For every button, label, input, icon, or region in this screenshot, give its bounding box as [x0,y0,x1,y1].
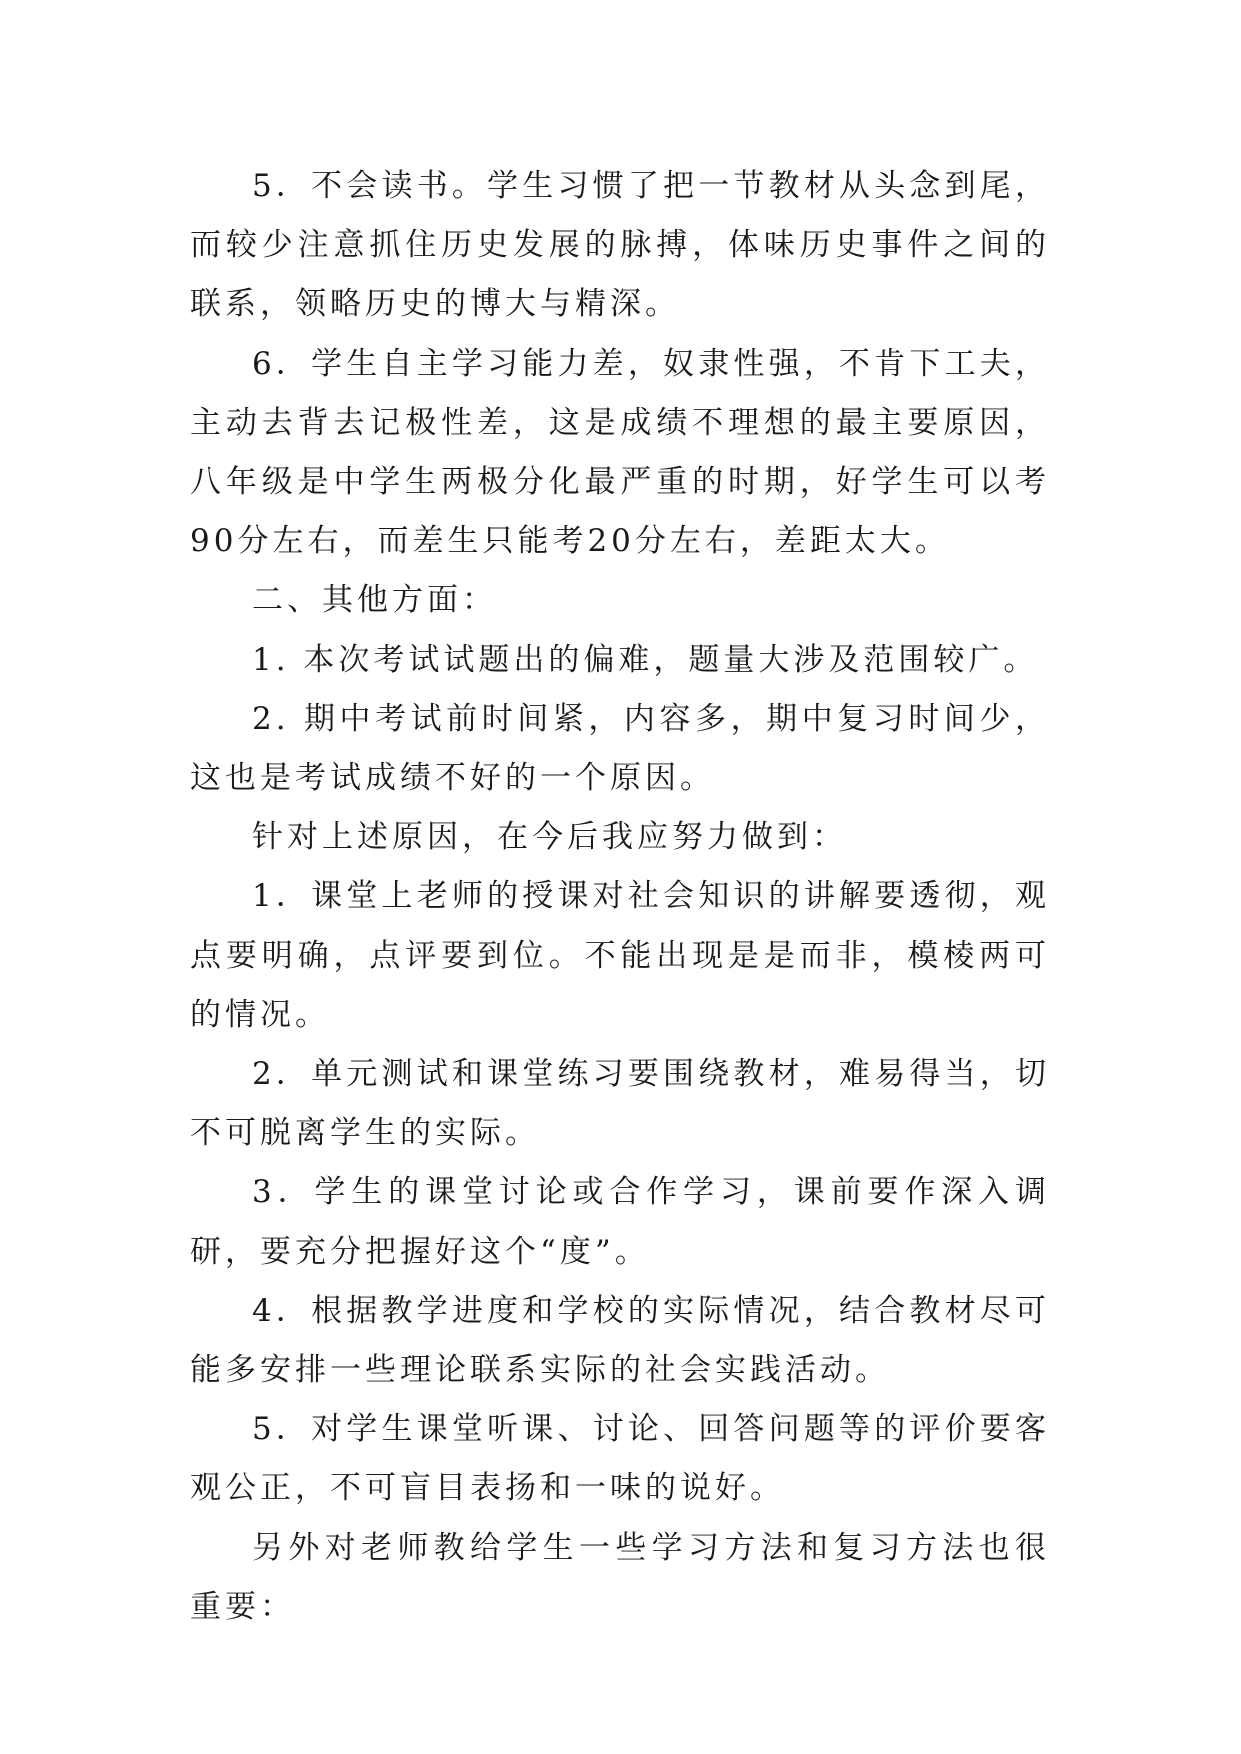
paragraph-item-5-reading: 5．不会读书。学生习惯了把一节教材从头念到尾，而较少注意抓住历史发展的脉搏，体味历史事件之间的联系，领略历史的博大与精深。 [190,168,1050,323]
paragraph-measure-3: 3．学生的课堂讨论或合作学习，课前要作深入调研，要充分把握好这个“度”。 [190,1174,1050,1270]
paragraph-other-2: 2. 期中考试前时间紧，内容多，期中复习时间少，这也是考试成绩不好的一个原因。 [190,700,1050,797]
paragraph-measure-5: 5．对学生课堂听课、讨论、回答问题等的评价要客观公正，不可盲目表扬和一味的说好。 [190,1411,1050,1507]
paragraph-item-6-self-study: 6．学生自主学习能力差，奴隶性强，不肯下工夫，主动去背去记极性差，这是成绩不理想的最主要原因，八年级是中学生两极分化最严重的时期，好学生可以考90分左右，而差生只能考20分左右，差距太大。 [190,345,1050,560]
document-body [190,157,1050,1637]
section-heading-other-aspects: 二、其他方面： [252,582,497,619]
paragraph-measure-1: 1．课堂上老师的授课对社会知识的讲解要透彻，观点要明确，点评要到位。不能出现是是而非，模棱两可的情况。 [190,878,1050,1033]
paragraph-measure-2: 2．单元测试和课堂练习要围绕教材，难易得当，切不可脱离学生的实际。 [190,1056,1050,1152]
paragraph-other-1: 1. 本次考试试题出的偏难，题量大涉及范围较广。 [252,641,1039,678]
paragraph-measure-4: 4．根据教学进度和学校的实际情况，结合教材尽可能多安排一些理论联系实际的社会实践活动。 [190,1292,1050,1389]
paragraph-closing: 另外对老师教给学生一些学习方法和复习方法也很重要： [190,1529,1050,1625]
paragraph-measures-intro: 针对上述原因，在今后我应努力做到： [252,819,847,856]
